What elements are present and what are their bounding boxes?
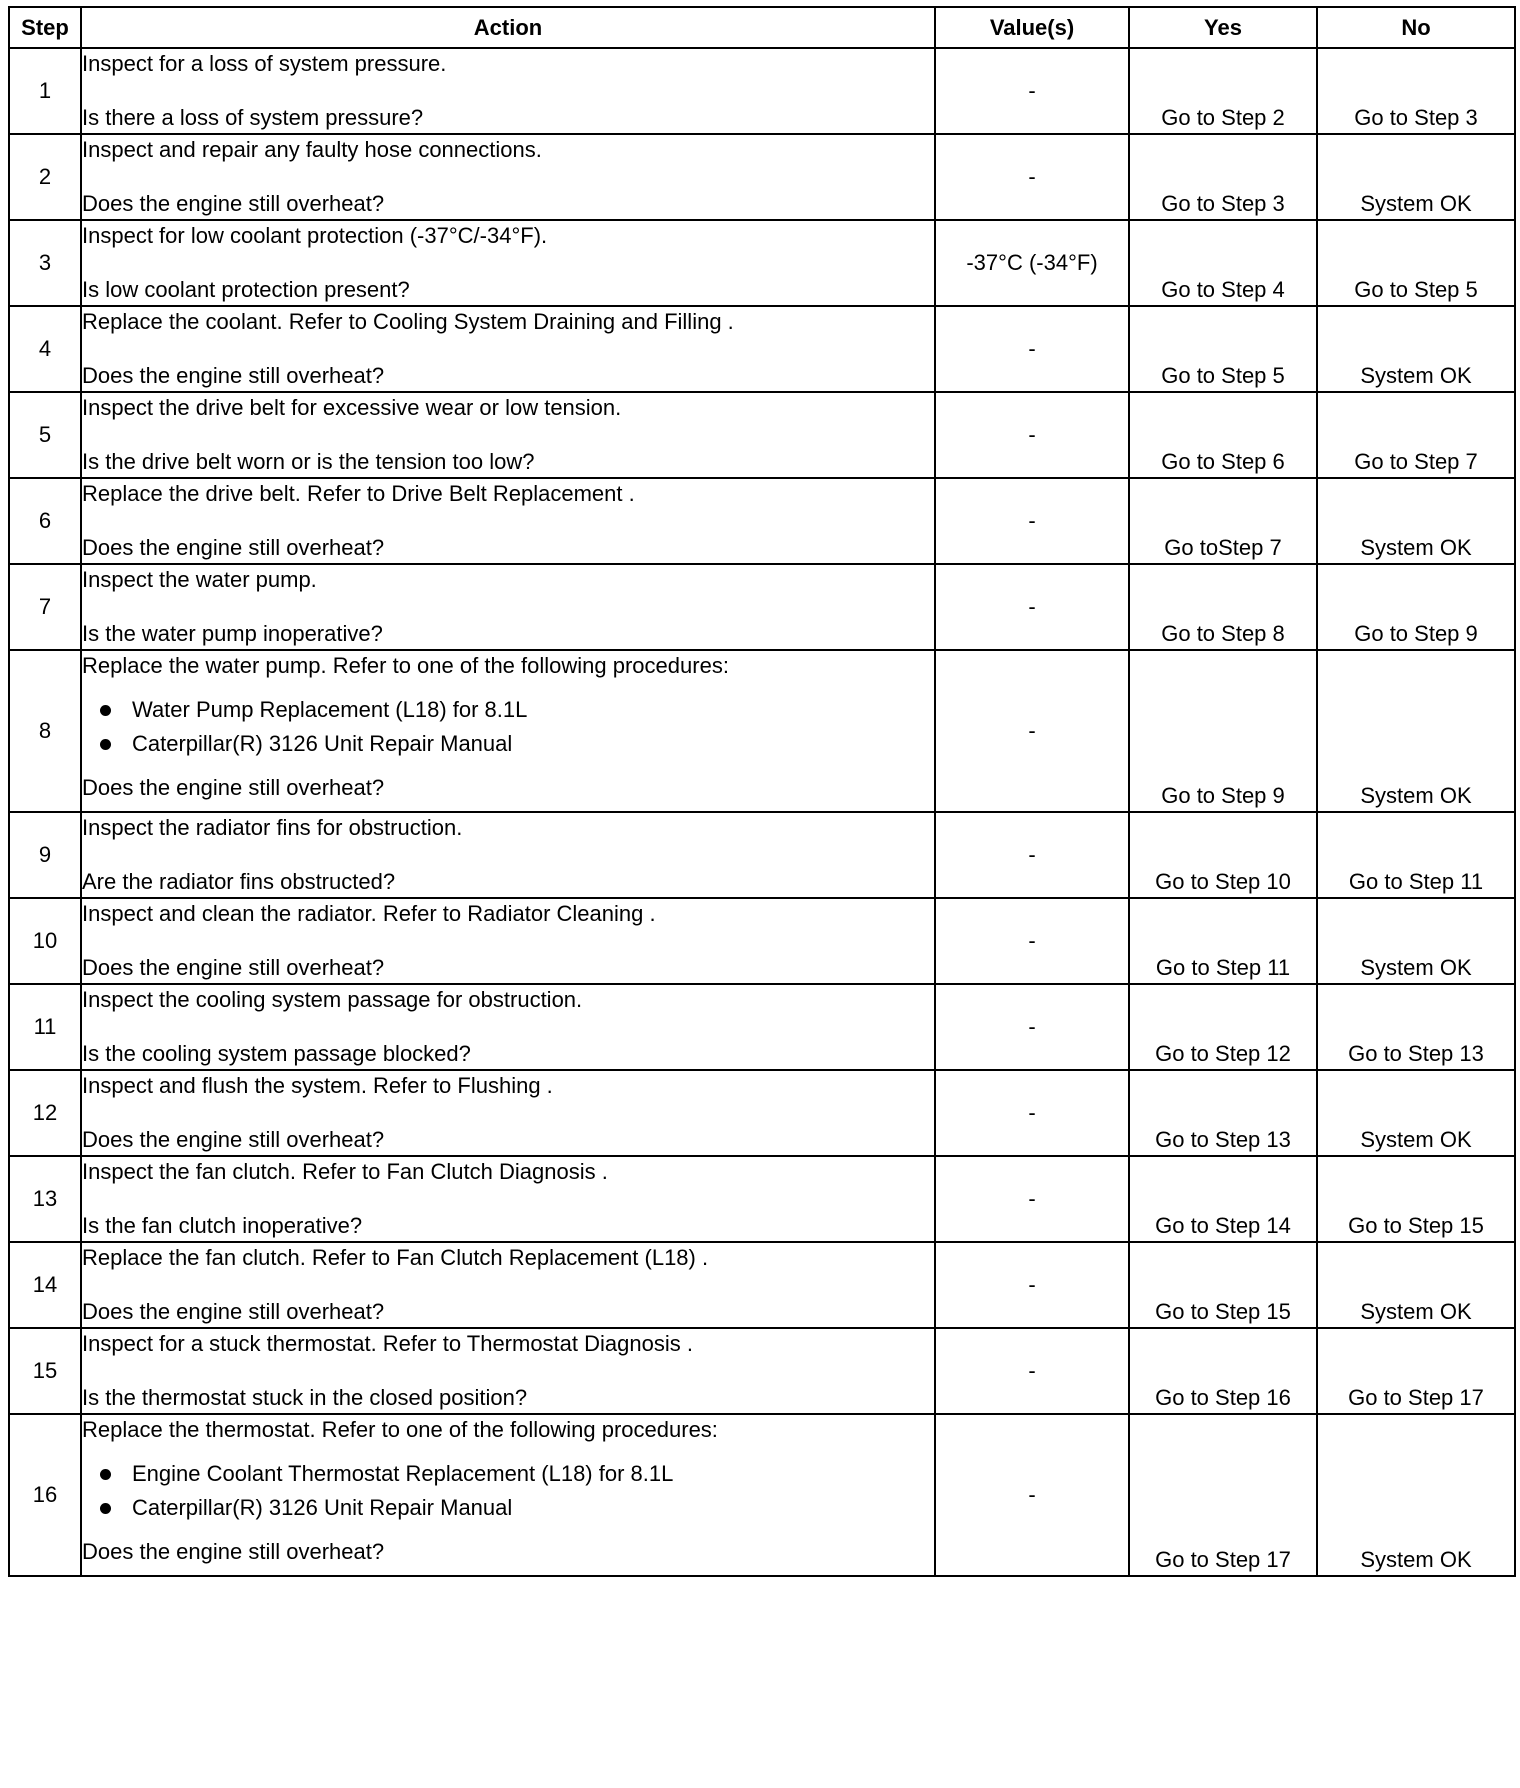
no-outcome: Go to Step 9: [1354, 621, 1478, 646]
yes-outcome: Go toStep 7: [1164, 535, 1282, 560]
header-yes: Yes: [1129, 7, 1317, 48]
no-outcome: System OK: [1360, 191, 1472, 216]
bullet-icon: [100, 739, 111, 750]
question-text: Does the engine still overheat?: [82, 955, 385, 980]
action-cell: [81, 984, 935, 1070]
yes-cell: [1129, 984, 1317, 1070]
no-outcome: Go to Step 3: [1354, 105, 1478, 130]
action-cell: [81, 134, 935, 220]
yes-outcome: Go to Step 4: [1161, 277, 1285, 302]
list-item-label: Caterpillar(R) 3126 Unit Repair Manual: [132, 1495, 513, 1520]
step-number: 16: [9, 1414, 81, 1576]
yes-cell: [1129, 1414, 1317, 1576]
value-cell: -: [935, 48, 1129, 134]
table-row: [9, 48, 1515, 134]
step-number: 3: [9, 220, 81, 306]
step-number: 7: [9, 564, 81, 650]
value-cell: -: [935, 134, 1129, 220]
list-item-label: Engine Coolant Thermostat Replacement (L18) for 8.1L: [132, 1461, 674, 1486]
no-cell: [1317, 650, 1515, 812]
value-cell: -37°C (-34°F): [935, 220, 1129, 306]
step-number: 12: [9, 1070, 81, 1156]
table-body: [9, 48, 1515, 1576]
yes-cell: [1129, 134, 1317, 220]
step-number: 15: [9, 1328, 81, 1414]
action-text: Inspect for a stuck thermostat. Refer to Thermostat Diagnosis .: [82, 1331, 693, 1356]
action-text: Inspect for a loss of system pressure.: [82, 51, 447, 76]
no-cell: [1317, 812, 1515, 898]
action-text: Inspect the drive belt for excessive wear or low tension.: [82, 395, 622, 420]
no-outcome: System OK: [1360, 363, 1472, 388]
action-text: Inspect the cooling system passage for obstruction.: [82, 987, 583, 1012]
no-cell: [1317, 1242, 1515, 1328]
no-cell: [1317, 564, 1515, 650]
no-cell: [1317, 392, 1515, 478]
spacer: [82, 1101, 934, 1125]
list-item: [82, 1457, 934, 1491]
spacer: [82, 1187, 934, 1211]
spacer: [82, 761, 934, 773]
table-row: [9, 220, 1515, 306]
value-cell: -: [935, 392, 1129, 478]
action-cell: [81, 898, 935, 984]
table-row: [9, 1070, 1515, 1156]
action-text: Replace the fan clutch. Refer to Fan Clutch Replacement (L18) .: [82, 1245, 709, 1270]
question-text: Is low coolant protection present?: [82, 277, 410, 302]
action-cell: [81, 220, 935, 306]
question-text: Does the engine still overheat?: [82, 1127, 385, 1152]
action-cell: [81, 1414, 935, 1576]
action-text: Inspect the water pump.: [82, 567, 317, 592]
action-cell: [81, 478, 935, 564]
spacer: [82, 843, 934, 867]
no-outcome: System OK: [1360, 1299, 1472, 1324]
step-number: 10: [9, 898, 81, 984]
question-text: Does the engine still overheat?: [82, 191, 385, 216]
no-cell: [1317, 220, 1515, 306]
table-row: [9, 478, 1515, 564]
spacer: [82, 165, 934, 189]
step-number: 2: [9, 134, 81, 220]
yes-cell: [1129, 1328, 1317, 1414]
table-row: [9, 1156, 1515, 1242]
bullet-icon: [100, 705, 111, 716]
no-cell: [1317, 306, 1515, 392]
yes-cell: [1129, 220, 1317, 306]
table-row: [9, 812, 1515, 898]
yes-cell: [1129, 392, 1317, 478]
question-text: Is there a loss of system pressure?: [82, 105, 424, 130]
yes-outcome: Go to Step 10: [1155, 869, 1291, 894]
header-row: [9, 7, 1515, 48]
action-cell: [81, 812, 935, 898]
action-cell: [81, 1070, 935, 1156]
question-text: Is the water pump inoperative?: [82, 621, 383, 646]
no-cell: [1317, 134, 1515, 220]
step-number: 8: [9, 650, 81, 812]
question-text: Does the engine still overheat?: [82, 1539, 385, 1564]
value-cell: -: [935, 984, 1129, 1070]
action-text: Inspect and repair any faulty hose connections.: [82, 137, 542, 162]
step-number: 11: [9, 984, 81, 1070]
list-item-label: Caterpillar(R) 3126 Unit Repair Manual: [132, 731, 513, 756]
value-cell: -: [935, 650, 1129, 812]
action-cell: [81, 392, 935, 478]
yes-outcome: Go to Step 14: [1155, 1213, 1291, 1238]
table-row: [9, 134, 1515, 220]
question-text: Is the fan clutch inoperative?: [82, 1213, 363, 1238]
action-text: Replace the coolant. Refer to Cooling System Draining and Filling .: [82, 309, 734, 334]
step-number: 6: [9, 478, 81, 564]
header-action: Action: [81, 7, 935, 48]
no-cell: [1317, 1328, 1515, 1414]
value-cell: -: [935, 1328, 1129, 1414]
step-number: 4: [9, 306, 81, 392]
yes-cell: [1129, 564, 1317, 650]
question-text: Is the drive belt worn or is the tension too low?: [82, 449, 535, 474]
yes-outcome: Go to Step 15: [1155, 1299, 1291, 1324]
spacer: [82, 929, 934, 953]
action-cell: [81, 650, 935, 812]
yes-outcome: Go to Step 6: [1161, 449, 1285, 474]
header-no: No: [1317, 7, 1515, 48]
question-text: Is the thermostat stuck in the closed position?: [82, 1385, 528, 1410]
list-item-label: Water Pump Replacement (L18) for 8.1L: [132, 697, 528, 722]
table-row: [9, 984, 1515, 1070]
action-text: Replace the thermostat. Refer to one of the following procedures:: [82, 1417, 718, 1442]
question-text: Does the engine still overheat?: [82, 775, 385, 800]
spacer: [82, 509, 934, 533]
action-text: Inspect and clean the radiator. Refer to Radiator Cleaning .: [82, 901, 656, 926]
no-cell: [1317, 984, 1515, 1070]
no-outcome: System OK: [1360, 955, 1472, 980]
spacer: [82, 1273, 934, 1297]
spacer: [82, 337, 934, 361]
no-cell: [1317, 1156, 1515, 1242]
no-outcome: Go to Step 7: [1354, 449, 1478, 474]
question-text: Does the engine still overheat?: [82, 363, 385, 388]
table-row: [9, 650, 1515, 812]
yes-cell: [1129, 650, 1317, 812]
value-cell: -: [935, 564, 1129, 650]
list-item: [82, 693, 934, 727]
action-cell: [81, 1156, 935, 1242]
bullet-icon: [100, 1503, 111, 1514]
value-cell: -: [935, 1414, 1129, 1576]
yes-cell: [1129, 306, 1317, 392]
diagnostic-table: [8, 6, 1516, 1577]
spacer: [82, 423, 934, 447]
no-outcome: System OK: [1360, 1547, 1472, 1572]
value-cell: -: [935, 1242, 1129, 1328]
yes-outcome: Go to Step 12: [1155, 1041, 1291, 1066]
value-cell: -: [935, 1070, 1129, 1156]
yes-outcome: Go to Step 2: [1161, 105, 1285, 130]
question-text: Does the engine still overheat?: [82, 1299, 385, 1324]
bullet-icon: [100, 1469, 111, 1480]
yes-outcome: Go to Step 5: [1161, 363, 1285, 388]
value-cell: -: [935, 812, 1129, 898]
procedure-list: [82, 1457, 934, 1525]
value-cell: -: [935, 1156, 1129, 1242]
list-item: [82, 1491, 934, 1525]
step-number: 1: [9, 48, 81, 134]
no-outcome: System OK: [1360, 535, 1472, 560]
yes-outcome: Go to Step 9: [1161, 783, 1285, 808]
step-number: 14: [9, 1242, 81, 1328]
yes-cell: [1129, 48, 1317, 134]
value-cell: -: [935, 898, 1129, 984]
yes-outcome: Go to Step 11: [1155, 955, 1291, 980]
action-cell: [81, 1328, 935, 1414]
table-row: [9, 1414, 1515, 1576]
yes-outcome: Go to Step 13: [1155, 1127, 1291, 1152]
yes-cell: [1129, 1156, 1317, 1242]
spacer: [82, 1525, 934, 1537]
action-cell: [81, 48, 935, 134]
value-cell: -: [935, 478, 1129, 564]
spacer: [82, 1445, 934, 1457]
spacer: [82, 1015, 934, 1039]
no-outcome: Go to Step 17: [1348, 1385, 1484, 1410]
yes-cell: [1129, 1242, 1317, 1328]
spacer: [82, 681, 934, 693]
no-cell: [1317, 478, 1515, 564]
header-values: Value(s): [935, 7, 1129, 48]
action-cell: [81, 564, 935, 650]
table-row: [9, 1242, 1515, 1328]
step-number: 13: [9, 1156, 81, 1242]
list-item: [82, 727, 934, 761]
action-text: Inspect for low coolant protection (-37°C/-34°F).: [82, 223, 548, 248]
yes-cell: [1129, 1070, 1317, 1156]
no-outcome: Go to Step 11: [1348, 869, 1484, 894]
table-row: [9, 898, 1515, 984]
yes-outcome: Go to Step 16: [1155, 1385, 1291, 1410]
header-step: Step: [9, 7, 81, 48]
spacer: [82, 1359, 934, 1383]
action-text: Inspect the radiator fins for obstruction.: [82, 815, 463, 840]
no-outcome: Go to Step 13: [1348, 1041, 1484, 1066]
no-outcome: Go to Step 5: [1354, 277, 1478, 302]
yes-outcome: Go to Step 8: [1161, 621, 1285, 646]
value-cell: -: [935, 306, 1129, 392]
no-cell: [1317, 48, 1515, 134]
question-text: Is the cooling system passage blocked?: [82, 1041, 471, 1066]
spacer: [82, 595, 934, 619]
yes-outcome: Go to Step 3: [1161, 191, 1285, 216]
procedure-list: [82, 693, 934, 761]
action-cell: [81, 306, 935, 392]
no-cell: [1317, 1414, 1515, 1576]
yes-cell: [1129, 898, 1317, 984]
question-text: Does the engine still overheat?: [82, 535, 385, 560]
yes-cell: [1129, 812, 1317, 898]
action-cell: [81, 1242, 935, 1328]
spacer: [82, 251, 934, 275]
action-text: Inspect the fan clutch. Refer to Fan Clutch Diagnosis .: [82, 1159, 608, 1184]
no-cell: [1317, 1070, 1515, 1156]
action-text: Replace the water pump. Refer to one of the following procedures:: [82, 653, 729, 678]
spacer: [82, 79, 934, 103]
no-outcome: Go to Step 15: [1348, 1213, 1484, 1238]
no-cell: [1317, 898, 1515, 984]
table-row: [9, 392, 1515, 478]
yes-outcome: Go to Step 17: [1155, 1547, 1291, 1572]
no-outcome: System OK: [1360, 783, 1472, 808]
no-outcome: System OK: [1360, 1127, 1472, 1152]
question-text: Are the radiator fins obstructed?: [82, 869, 396, 894]
action-text: Inspect and flush the system. Refer to Flushing .: [82, 1073, 553, 1098]
table-row: [9, 1328, 1515, 1414]
yes-cell: [1129, 478, 1317, 564]
step-number: 9: [9, 812, 81, 898]
action-text: Replace the drive belt. Refer to Drive Belt Replacement .: [82, 481, 635, 506]
table-row: [9, 564, 1515, 650]
table-row: [9, 306, 1515, 392]
step-number: 5: [9, 392, 81, 478]
